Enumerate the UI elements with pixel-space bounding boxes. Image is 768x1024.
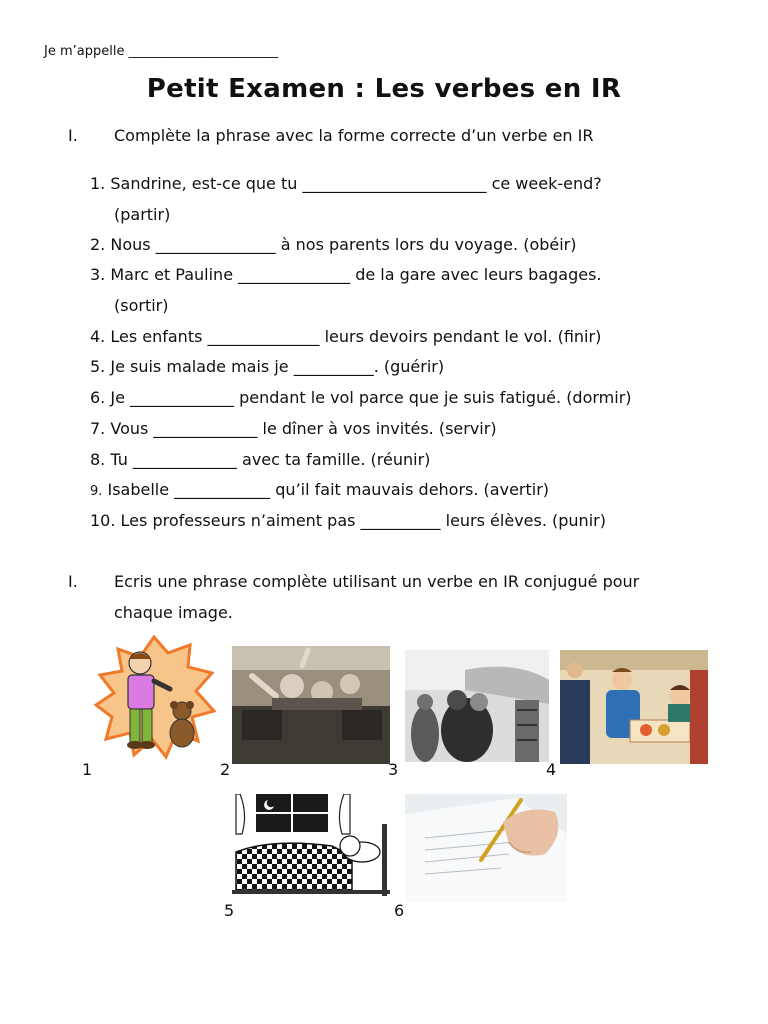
section-2-number: I. <box>68 572 78 591</box>
section-1-number: I. <box>68 126 78 145</box>
section-1-instruction: Complète la phrase avec la forme correcte d’un verbe en IR <box>114 126 594 145</box>
image-1-label: 1 <box>82 760 93 779</box>
question-number: 2. <box>90 235 106 254</box>
question-text: Sandrine, est-ce que tu _______________________ ce week-end? <box>110 174 602 193</box>
question-number: 9. <box>90 484 103 499</box>
section-2-instruction-line-2: chaque image. <box>114 603 233 622</box>
question-text: Nous _______________ à nos parents lors du voyage. (obéir) <box>110 235 577 254</box>
question-text: Les enfants ______________ leurs devoirs pendant le vol. (finir) <box>110 327 602 346</box>
question-text: Les professeurs n’aiment pas __________ leurs élèves. (punir) <box>120 511 606 530</box>
question-continuation: (partir) <box>114 205 171 224</box>
question-text: Marc et Pauline ______________ de la gare avec leurs bagages. <box>110 265 602 284</box>
image-6-label: 6 <box>394 901 405 920</box>
question-text: Tu _____________ avec ta famille. (réunir) <box>110 450 431 469</box>
question-3 <box>90 259 602 315</box>
question-number: 4. <box>90 327 106 346</box>
image-4-label: 4 <box>546 760 557 779</box>
image-6-hand-writing <box>405 794 567 902</box>
image-2-label: 2 <box>220 760 231 779</box>
question-number: 6. <box>90 388 106 407</box>
section-2-instruction-line-1: Ecris une phrase complète utilisant un verbe en IR conjugué pour <box>114 572 640 591</box>
page-title: Petit Examen : Les verbes en IR <box>146 74 622 104</box>
question-10 <box>90 505 606 536</box>
question-4 <box>90 321 601 352</box>
question-text: Je _____________ pendant le vol parce que je suis fatigué. (dormir) <box>110 388 632 407</box>
image-2-train-window <box>232 646 390 764</box>
question-number: 10. <box>90 511 116 530</box>
question-text: Isabelle ____________ qu’il fait mauvais dehors. (avertir) <box>107 480 550 499</box>
question-number: 5. <box>90 357 106 376</box>
question-continuation: (sortir) <box>114 296 169 315</box>
image-3-label: 3 <box>388 760 399 779</box>
question-5 <box>90 351 444 382</box>
image-1-man-and-dog <box>94 633 216 761</box>
question-2 <box>90 229 577 260</box>
question-number: 7. <box>90 419 106 438</box>
question-7 <box>90 413 497 444</box>
image-5-label: 5 <box>224 901 235 920</box>
question-number: 1. <box>90 174 106 193</box>
name-line: Je m’appelle _______________________ <box>44 44 279 59</box>
question-number: 8. <box>90 450 106 469</box>
question-9 <box>90 474 549 507</box>
image-5-child-sleeping <box>232 794 390 902</box>
question-number: 3. <box>90 265 106 284</box>
question-text: Vous _____________ le dîner à vos invités. (servir) <box>110 419 497 438</box>
question-1 <box>90 168 602 224</box>
question-6 <box>90 382 632 413</box>
question-8 <box>90 444 430 475</box>
image-4-flight-attendant <box>560 650 708 764</box>
question-text: Je suis malade mais je __________. (guérir) <box>110 357 445 376</box>
image-3-couple-at-airplane <box>405 650 549 762</box>
